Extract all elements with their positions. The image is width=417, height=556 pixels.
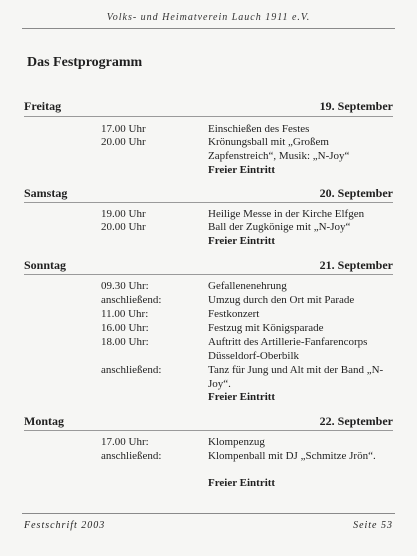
event-time: 18.00 Uhr: xyxy=(101,336,149,348)
event-description: Umzug durch den Ort mit Parade xyxy=(208,294,355,306)
event-description: Klompenzug xyxy=(208,436,265,448)
event-description: Auftritt des Artillerie-Fanfarencorps Düsseldorf-Oberbilk xyxy=(208,336,368,362)
day-name: Samstag xyxy=(24,186,68,200)
event-time: 11.00 Uhr: xyxy=(101,308,149,320)
event-description: Ball der Zugkönige mit „N-Joy“ xyxy=(208,221,351,233)
running-header: Volks- und Heimatverein Lauch 1911 e.V. xyxy=(106,12,311,23)
event-time: 09.30 Uhr: xyxy=(101,280,149,292)
event-time: 19.00 Uhr xyxy=(101,208,146,220)
day-rule xyxy=(24,116,393,117)
event-description: Heilige Messe in der Kirche Elfgen xyxy=(208,208,365,220)
day-name: Sonntag xyxy=(24,258,67,272)
page-title: Das Festprogramm xyxy=(27,55,143,70)
event-time: anschließend: xyxy=(101,294,162,306)
day-heading-freitag xyxy=(24,99,393,115)
header-rule xyxy=(22,28,395,29)
footer-rule xyxy=(22,513,395,514)
event-description: Gefallenenehrung xyxy=(208,280,287,292)
event-description: Krönungsball mit „Großem Zapfenstreich“, Musik: „N-Joy“ xyxy=(208,136,350,162)
day-date: 20. September xyxy=(319,186,393,200)
day-name: Freitag xyxy=(24,99,62,113)
day-heading-samstag xyxy=(24,186,393,202)
day-date: 21. September xyxy=(319,258,393,272)
admission-note: Freier Eintritt xyxy=(208,477,276,489)
page-number: Seite 53 xyxy=(353,520,393,531)
event-time: 17.00 Uhr xyxy=(101,123,146,135)
footer-publication: Festschrift 2003 xyxy=(24,520,106,531)
event-description: Festkonzert xyxy=(208,308,260,320)
day-date: 19. September xyxy=(319,99,393,113)
admission-note: Freier Eintritt xyxy=(208,235,276,247)
day-rule xyxy=(24,430,393,431)
event-time: 17.00 Uhr: xyxy=(101,436,149,448)
event-time: anschließend: xyxy=(101,364,162,376)
event-description: Einschießen des Festes xyxy=(208,123,310,135)
admission-note: Freier Eintritt xyxy=(208,164,276,176)
day-rule xyxy=(24,274,393,275)
event-time: anschließend: xyxy=(101,450,162,462)
day-heading-montag xyxy=(24,414,393,430)
event-time: 20.00 Uhr xyxy=(101,221,146,233)
event-time: 16.00 Uhr: xyxy=(101,322,149,334)
admission-note: Freier Eintritt xyxy=(208,391,276,403)
day-heading-sonntag xyxy=(24,258,393,274)
event-description: Klompenball mit DJ „Schmitze Jrön“. xyxy=(208,450,376,462)
day-name: Montag xyxy=(24,414,64,428)
event-description: Tanz für Jung und Alt mit der Band „N-Joy“. xyxy=(208,364,384,390)
event-time: 20.00 Uhr xyxy=(101,136,146,148)
day-date: 22. September xyxy=(319,414,393,428)
event-description: Festzug mit Königsparade xyxy=(208,322,324,334)
day-rule xyxy=(24,202,393,203)
